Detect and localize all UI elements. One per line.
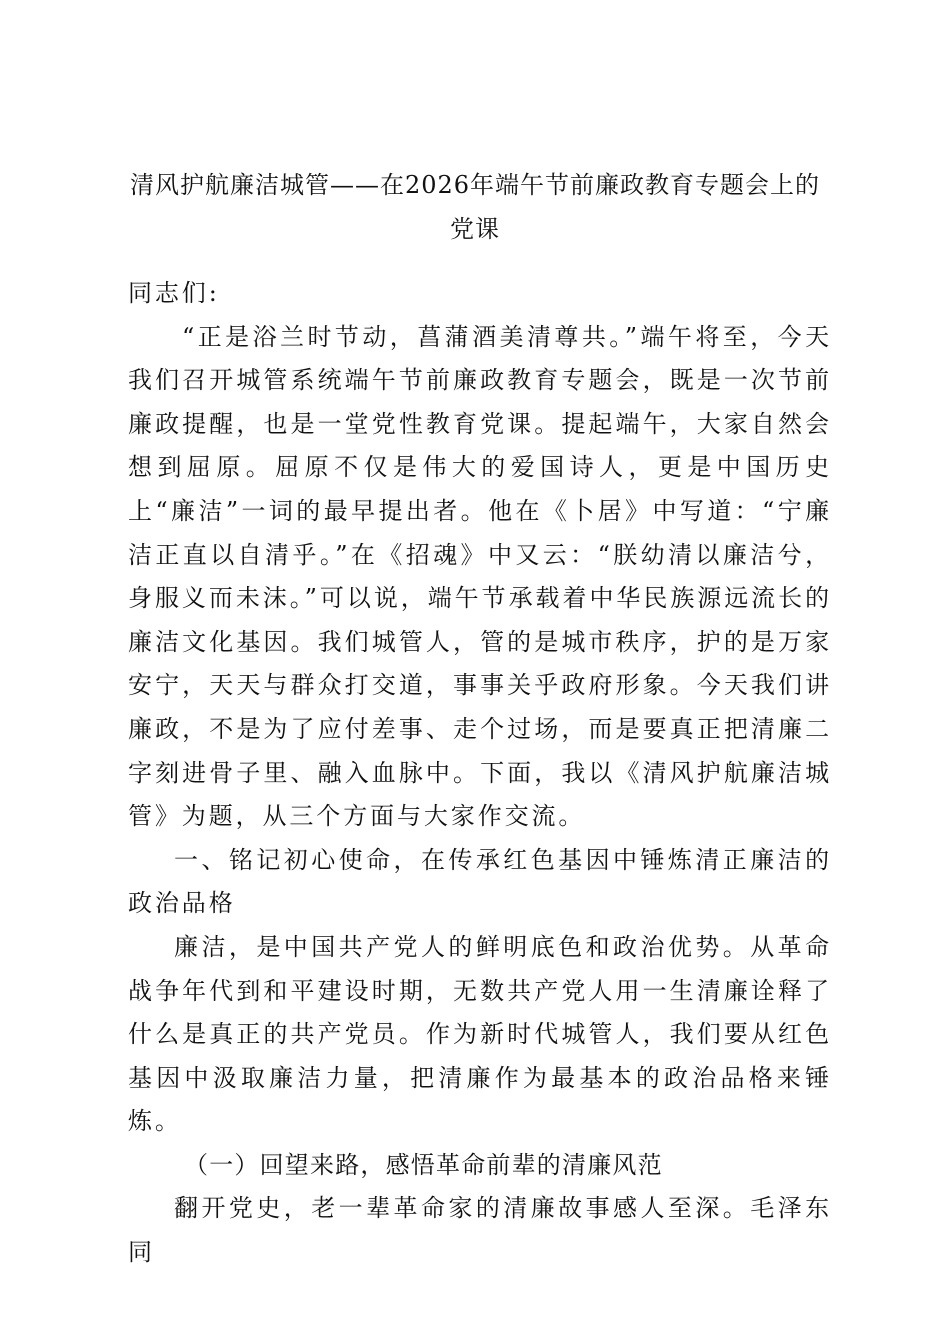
paragraph-section-1: 廉洁，是中国共产党人的鲜明底色和政治优势。从革命战争年代到和平建设时期，无数共产党人用一生清廉诠释了什么是真正的共产党员。作为新时代城管人，我们要从红色基因中汲取廉洁力量，把清廉作为最基本的政治品格来锤炼。 xyxy=(128,932,832,1136)
subsection-heading-1: （一）回望来路，感悟革命前辈的清廉风范 xyxy=(184,1150,663,1179)
document-title xyxy=(110,163,840,251)
paragraph-intro: “正是浴兰时节动，菖蒲酒美清尊共。”端午将至，今天我们召开城管系统端午节前廉政教育专题会，既是一次节前廉政提醒，也是一堂党性教育党课。提起端午，大家自然会想到屈原。屈原不仅是伟大的爱国诗人，更是中国历史上“廉洁”一词的最早提出者。他在《卜居》中写道：“宁廉洁正直以自清乎。”在《招魂》中又云：“朕幼清以廉洁兮，身服义而未沫。”可以说，端午节承载着中华民族源远流长的廉洁文化基因。我们城管人，管的是城市秩序，护的是万家安宁，天天与群众打交道，事事关乎政府形象。今天我们讲廉政，不是为了应付差事、走个过场，而是要真正把清廉二字刻进骨子里、融入血脉中。下面，我以《清风护航廉洁城管》为题，从三个方面与大家作交流。 xyxy=(128,322,832,831)
section-heading-1: 一、铭记初心使命，在传承红色基因中锤炼清正廉洁的政治品格 xyxy=(128,845,832,918)
document-body xyxy=(128,272,832,1275)
title-line-1: 清风护航廉洁城管——在2026年端午节前廉政教育专题会上的 xyxy=(129,171,821,199)
paragraph-subsection-1: 翻开党史，老一辈革命家的清廉故事感人至深。毛泽东同 xyxy=(128,1194,832,1267)
salutation: 同志们: xyxy=(128,279,220,307)
title-line-2: 党课 xyxy=(450,215,500,243)
